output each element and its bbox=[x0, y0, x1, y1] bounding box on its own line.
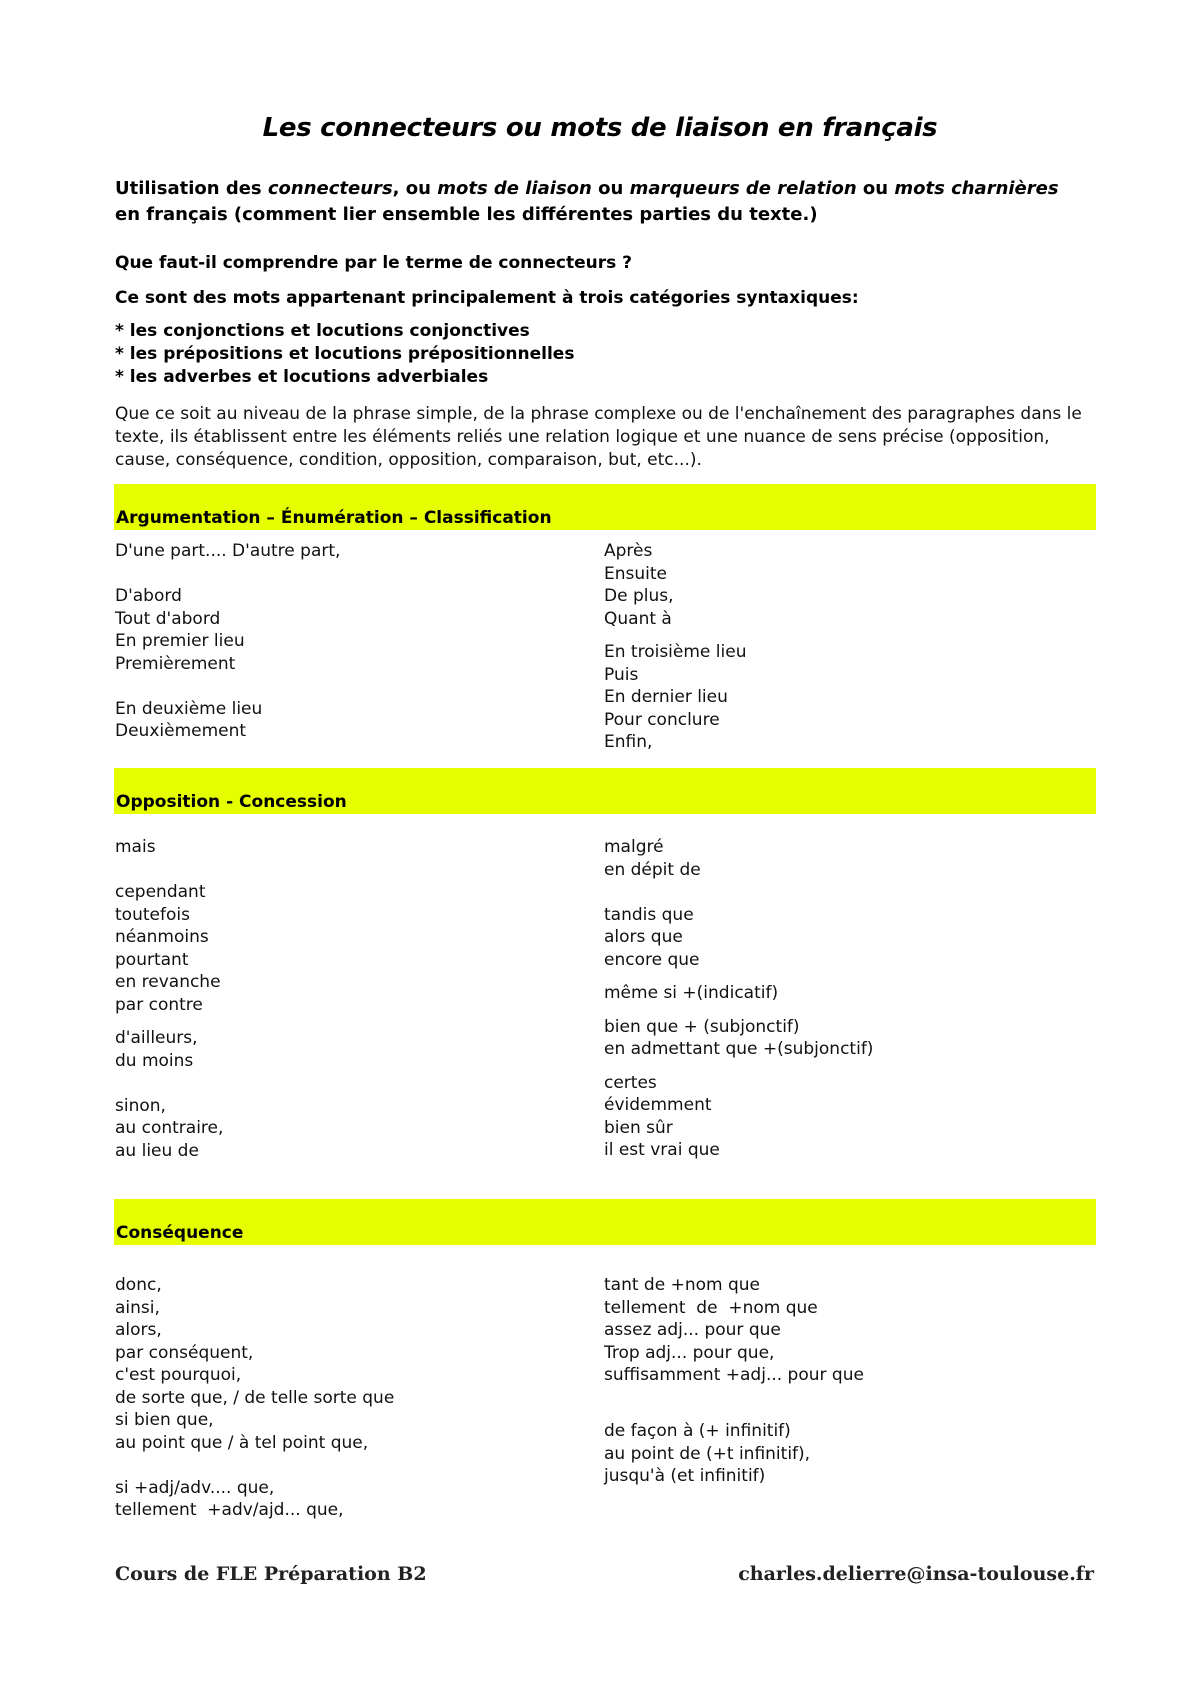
connector-item: alors que bbox=[604, 927, 683, 947]
connector-item: au lieu de bbox=[115, 1140, 199, 1161]
intro-text-part: , ou bbox=[392, 178, 438, 199]
connector-item: De plus, bbox=[604, 586, 674, 606]
connector-item: tant de +nom que bbox=[604, 1275, 760, 1295]
connector-item: au point de (+t infinitif), bbox=[604, 1443, 811, 1464]
section-right-column bbox=[604, 1274, 864, 1488]
connector-item: d'ailleurs, bbox=[115, 1028, 198, 1048]
connector-item: tellement de +nom que bbox=[604, 1297, 818, 1318]
connector-item: Ensuite bbox=[604, 563, 667, 584]
connector-item bbox=[115, 1072, 223, 1095]
connector-item: En deuxième lieu bbox=[115, 698, 263, 719]
section-heading-band bbox=[114, 1199, 1096, 1245]
connector-item: Enfin, bbox=[604, 732, 653, 752]
section-heading: Argumentation – Énumération – Classification bbox=[116, 508, 552, 528]
connector-item: ainsi, bbox=[115, 1297, 160, 1318]
question-heading: Que faut-il comprendre par le terme de connecteurs ? bbox=[115, 253, 633, 273]
connector-item: Pour conclure bbox=[604, 709, 720, 730]
connector-item: si +adj/adv.... que, bbox=[115, 1477, 275, 1498]
intro-term: connecteurs bbox=[267, 178, 393, 199]
connector-item: même si +(indicatif) bbox=[604, 983, 779, 1003]
connector-item bbox=[115, 675, 340, 698]
connector-item: tandis que bbox=[604, 904, 694, 925]
section-left-column bbox=[115, 540, 340, 743]
connector-item: néanmoins bbox=[115, 927, 209, 947]
connector-item: Premièrement bbox=[115, 653, 236, 674]
connector-item: en admettant que +(subjonctif) bbox=[604, 1039, 874, 1059]
connector-item: Deuxièmement bbox=[115, 721, 247, 741]
answer-heading: Ce sont des mots appartenant principalement à trois catégories syntaxiques: bbox=[115, 288, 859, 308]
connector-item: assez adj... pour que bbox=[604, 1320, 781, 1340]
category-item: * les prépositions et locutions prépositionnelles bbox=[115, 344, 575, 364]
section-heading: Opposition - Concession bbox=[116, 792, 347, 812]
connector-item bbox=[115, 1454, 394, 1477]
connector-item: par contre bbox=[115, 994, 203, 1015]
category-list bbox=[115, 320, 574, 389]
connector-item: Tout d'abord bbox=[115, 608, 221, 629]
connector-item: Trop adj... pour que, bbox=[604, 1342, 775, 1363]
footer-email: charles.delierre@insa-toulouse.fr bbox=[738, 1563, 1094, 1585]
connector-item: en revanche bbox=[115, 972, 221, 992]
connector-item bbox=[604, 1387, 864, 1410]
connector-item: c'est pourquoi, bbox=[115, 1365, 242, 1385]
section-right-column bbox=[604, 836, 873, 1162]
footer-course: Cours de FLE Préparation B2 bbox=[115, 1563, 427, 1585]
connector-item: En troisième lieu bbox=[604, 642, 747, 662]
connector-item: suffisamment +adj... pour que bbox=[604, 1365, 864, 1385]
connector-item: en dépit de bbox=[604, 859, 701, 880]
connector-item: D'une part.... D'autre part, bbox=[115, 541, 341, 561]
connector-item: évidemment bbox=[604, 1095, 712, 1115]
connector-item: au contraire, bbox=[115, 1118, 224, 1138]
intro-term: mots charnières bbox=[894, 178, 1059, 199]
intro-text bbox=[115, 176, 1075, 228]
connector-item: au point que / à tel point que, bbox=[115, 1432, 369, 1453]
connector-item: En premier lieu bbox=[115, 631, 245, 651]
connector-item: alors, bbox=[115, 1320, 162, 1340]
connector-item: donc, bbox=[115, 1275, 162, 1295]
connector-item: toutefois bbox=[115, 904, 190, 925]
connector-item: du moins bbox=[115, 1050, 194, 1071]
connector-item: pourtant bbox=[115, 949, 189, 970]
intro-term: marqueurs de relation bbox=[629, 178, 857, 199]
category-item: * les conjonctions et locutions conjonctives bbox=[115, 321, 530, 341]
section-left-column bbox=[115, 836, 223, 1162]
connector-item: En dernier lieu bbox=[604, 687, 728, 707]
connector-item: certes bbox=[604, 1072, 657, 1093]
connector-item: cependant bbox=[115, 882, 206, 902]
section-right-column bbox=[604, 540, 746, 754]
intro-text-part: Utilisation des bbox=[115, 178, 268, 199]
connector-item: mais bbox=[115, 837, 156, 857]
connector-item: bien sûr bbox=[604, 1117, 673, 1138]
section-heading-band bbox=[114, 768, 1096, 814]
connector-item bbox=[115, 563, 340, 586]
explanation-paragraph: Que ce soit au niveau de la phrase simple, de la phrase complexe ou de l'enchaînement des paragraphes dans le texte, ils établissent entre les éléments reliés une relation logique et une nuance de sens précise (opposition, cause, conséquence, condition, opposition, comparaison, but, etc...). bbox=[115, 404, 1082, 470]
connector-item: Puis bbox=[604, 664, 639, 685]
connector-item: D'abord bbox=[115, 586, 182, 606]
connector-item: Après bbox=[604, 541, 653, 561]
connector-item bbox=[115, 859, 223, 882]
connector-item: Quant à bbox=[604, 608, 672, 629]
connector-item: malgré bbox=[604, 837, 664, 857]
intro-term: mots de liaison bbox=[437, 178, 592, 199]
connector-item: de sorte que, / de telle sorte que bbox=[115, 1387, 395, 1408]
connector-item: sinon, bbox=[115, 1095, 166, 1116]
intro-text-part: ou bbox=[591, 178, 630, 199]
section-left-column bbox=[115, 1274, 394, 1522]
section-heading: Conséquence bbox=[116, 1223, 244, 1243]
connector-item: si bien que, bbox=[115, 1410, 214, 1430]
connector-item: il est vrai que bbox=[604, 1140, 720, 1160]
connector-item: de façon à (+ infinitif) bbox=[604, 1421, 791, 1441]
connector-item: jusqu'à (et infinitif) bbox=[604, 1466, 766, 1486]
connector-item: encore que bbox=[604, 949, 700, 970]
intro-text-part: en français (comment lier ensemble les différentes parties du texte.) bbox=[115, 204, 818, 225]
connector-item: tellement +adv/ajd... que, bbox=[115, 1500, 344, 1520]
category-item: * les adverbes et locutions adverbiales bbox=[115, 367, 489, 387]
intro-text-part: ou bbox=[856, 178, 895, 199]
connector-item: par conséquent, bbox=[115, 1342, 254, 1363]
connector-item bbox=[604, 881, 873, 904]
page-title: Les connecteurs ou mots de liaison en français bbox=[262, 113, 938, 143]
connector-item: bien que + (subjonctif) bbox=[604, 1016, 800, 1037]
section-heading-band bbox=[114, 484, 1096, 530]
